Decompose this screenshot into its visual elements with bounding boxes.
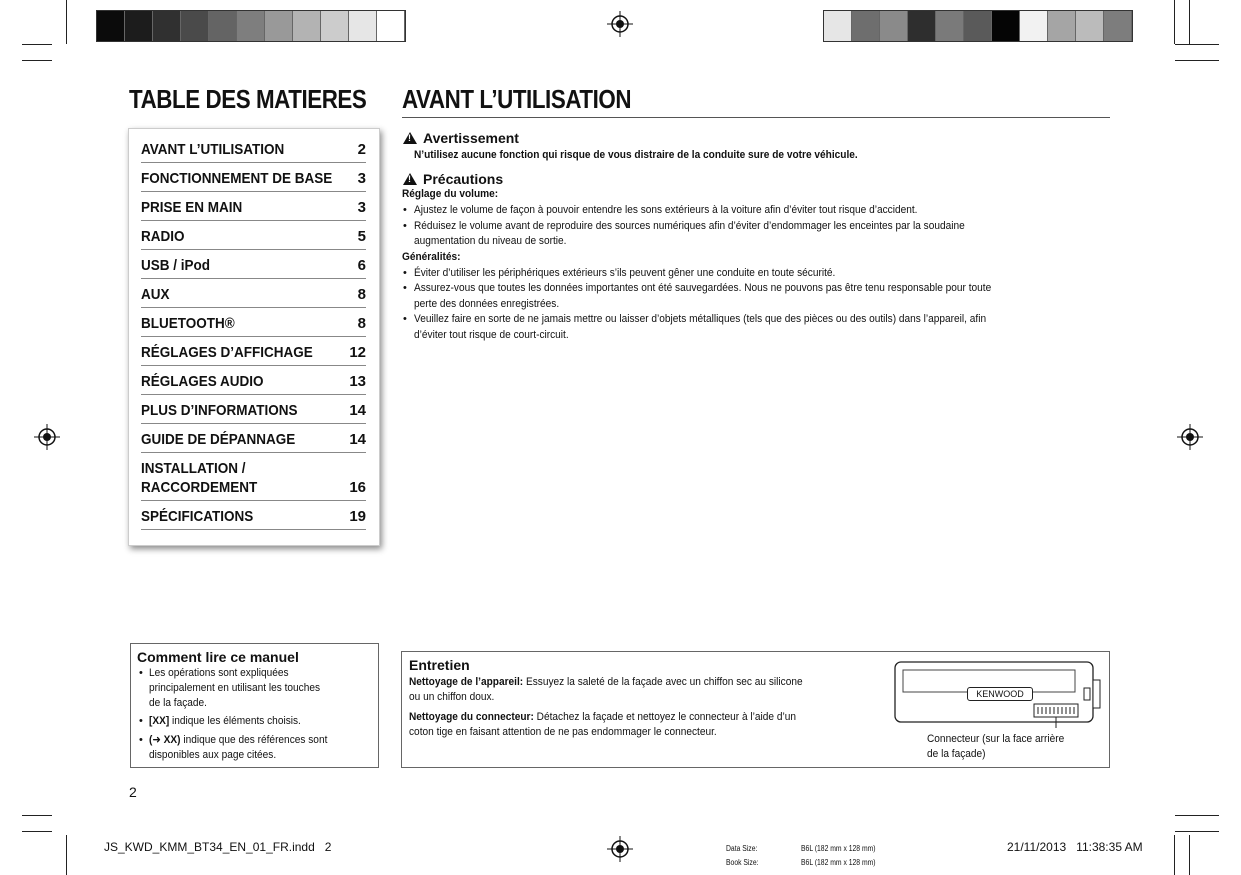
howto-title: Comment lire ce manuel bbox=[137, 649, 299, 665]
toc-item[interactable]: AUX 8 bbox=[141, 278, 366, 308]
general-bullet-cont: perte des données enregistrées. bbox=[414, 298, 560, 310]
book-size-label: Book Size: bbox=[726, 858, 759, 867]
howto-line: disponibles aux page citées. bbox=[149, 749, 277, 761]
crop-mark bbox=[1175, 44, 1219, 45]
toc-item[interactable]: FONCTIONNEMENT DE BASE 3 bbox=[141, 162, 366, 192]
registration-mark-icon bbox=[34, 424, 60, 450]
crop-mark bbox=[1174, 0, 1175, 44]
howto-line: (➜ XX) indique que des références sont bbox=[149, 734, 328, 746]
volume-heading: Réglage du volume: bbox=[402, 188, 499, 200]
crop-mark bbox=[22, 815, 52, 816]
table-of-contents bbox=[128, 128, 380, 546]
warning-heading: !Avertissement bbox=[403, 130, 519, 146]
swatch bbox=[293, 11, 321, 41]
howto-line: Les opérations sont expliquées bbox=[149, 667, 289, 679]
crop-mark bbox=[1189, 835, 1190, 875]
maintenance-p2-cont: coton tige en faisant attention de ne pas endommager le connecteur. bbox=[409, 726, 717, 738]
maintenance-p1-cont: ou un chiffon doux. bbox=[409, 691, 495, 703]
swatch bbox=[964, 11, 992, 41]
swatch bbox=[992, 11, 1020, 41]
crop-mark bbox=[1175, 831, 1219, 832]
precautions-heading: !Précautions bbox=[403, 171, 503, 187]
general-heading: Généralités: bbox=[402, 251, 461, 263]
swatch bbox=[1048, 11, 1076, 41]
toc-item[interactable]: BLUETOOTH® 8 bbox=[141, 307, 366, 337]
toc-item[interactable]: RÉGLAGES AUDIO 13 bbox=[141, 365, 366, 395]
general-bullet: Assurez-vous que toutes les données importantes ont été sauvegardées. Nous ne pouvons pas être tenu responsable pour toute bbox=[414, 282, 992, 294]
howto-line: de la façade. bbox=[149, 697, 207, 709]
bullet: • bbox=[139, 734, 143, 746]
bullet: • bbox=[139, 667, 143, 679]
bullet: • bbox=[139, 715, 143, 727]
file-name: JS_KWD_KMM_BT34_EN_01_FR.indd 2 bbox=[104, 840, 332, 854]
volume-bullet: Réduisez le volume avant de reproduire des sources numériques afin d’éviter d’endommager les enceintes par la soudaine bbox=[414, 220, 965, 232]
crop-mark bbox=[66, 835, 67, 875]
swatch bbox=[237, 11, 265, 41]
swatch bbox=[1076, 11, 1104, 41]
toc-item[interactable]: RADIO 5 bbox=[141, 220, 366, 250]
crop-mark bbox=[1175, 60, 1219, 61]
swatch bbox=[880, 11, 908, 41]
color-bar-left bbox=[96, 10, 406, 42]
general-bullet-cont: d’éviter tout risque de court-circuit. bbox=[414, 329, 569, 341]
bullet: • bbox=[403, 204, 407, 216]
general-bullet: Éviter d’utiliser les périphériques extérieurs s’ils peuvent gêner une conduite en toute sécurité. bbox=[414, 267, 836, 279]
volume-bullet-cont: augmentation du niveau de sortie. bbox=[414, 235, 567, 247]
crop-mark bbox=[66, 0, 67, 44]
crop-mark bbox=[1189, 0, 1190, 44]
toc-item[interactable]: GUIDE DE DÉPANNAGE 14 bbox=[141, 423, 366, 453]
general-bullet: Veuillez faire en sorte de ne jamais mettre ou laisser d’objets métalliques (tels que des pièces ou des outils) dans l’appareil, afin bbox=[414, 313, 987, 325]
crop-mark bbox=[22, 60, 52, 61]
swatch bbox=[824, 11, 852, 41]
connector-caption: de la façade) bbox=[927, 748, 986, 760]
data-size-label: Data Size: bbox=[726, 844, 758, 853]
swatch bbox=[153, 11, 181, 41]
color-bar-right bbox=[823, 10, 1133, 42]
swatch bbox=[377, 11, 405, 41]
toc-item[interactable]: INSTALLATION / RACCORDEMENT 16 bbox=[141, 452, 366, 501]
swatch bbox=[321, 11, 349, 41]
page-title: AVANT L’UTILISATION bbox=[402, 84, 632, 114]
registration-mark-icon bbox=[1177, 424, 1203, 450]
bullet: • bbox=[403, 282, 407, 294]
toc-item[interactable]: PLUS D’INFORMATIONS 14 bbox=[141, 394, 366, 424]
crop-mark bbox=[1175, 815, 1219, 816]
swatch bbox=[908, 11, 936, 41]
toc-item[interactable]: USB / iPod 6 bbox=[141, 249, 366, 279]
registration-mark-icon bbox=[607, 836, 633, 862]
howto-line: [XX] indique les éléments choisis. bbox=[149, 715, 301, 727]
swatch bbox=[852, 11, 880, 41]
maintenance-p1: Nettoyage de l’appareil: Essuyez la saleté de la façade avec un chiffon sec au silicone bbox=[409, 676, 803, 688]
toc-item[interactable]: AVANT L’UTILISATION 2 bbox=[141, 133, 366, 163]
timestamp: 21/11/2013 11:38:35 AM bbox=[1007, 840, 1143, 854]
toc-title: TABLE DES MATIERES bbox=[129, 84, 367, 114]
data-size-value: B6L (182 mm x 128 mm) bbox=[801, 844, 876, 853]
registration-mark-icon bbox=[607, 11, 633, 37]
howto-line: principalement en utilisant les touches bbox=[149, 682, 321, 694]
swatch bbox=[209, 11, 237, 41]
swatch bbox=[936, 11, 964, 41]
bullet: • bbox=[403, 220, 407, 232]
maintenance-title: Entretien bbox=[409, 657, 470, 673]
bullet: • bbox=[403, 267, 407, 279]
toc-item[interactable]: SPÉCIFICATIONS 19 bbox=[141, 500, 366, 530]
swatch bbox=[181, 11, 209, 41]
swatch bbox=[1104, 11, 1132, 41]
brand-label: KENWOOD bbox=[967, 687, 1033, 701]
crop-mark bbox=[22, 44, 52, 45]
howto-box bbox=[130, 643, 379, 768]
warning-text: N’utilisez aucune fonction qui risque de vous distraire de la conduite sure de votre véhicule. bbox=[414, 149, 858, 161]
swatch bbox=[1020, 11, 1048, 41]
connector-caption: Connecteur (sur la face arrière bbox=[927, 733, 1065, 745]
book-size-value: B6L (182 mm x 128 mm) bbox=[801, 858, 876, 867]
toc-item[interactable]: PRISE EN MAIN 3 bbox=[141, 191, 366, 221]
swatch bbox=[97, 11, 125, 41]
warning-icon bbox=[403, 132, 417, 144]
warning-icon bbox=[403, 173, 417, 185]
crop-mark bbox=[1174, 835, 1175, 875]
title-divider bbox=[402, 117, 1110, 118]
swatch bbox=[349, 11, 377, 41]
maintenance-box bbox=[401, 651, 1110, 768]
swatch bbox=[125, 11, 153, 41]
bullet: • bbox=[403, 313, 407, 325]
maintenance-p2: Nettoyage du connecteur: Détachez la façade et nettoyez le connecteur à l’aide d’un bbox=[409, 711, 797, 723]
page-number: 2 bbox=[129, 784, 137, 800]
crop-mark bbox=[22, 831, 52, 832]
volume-bullet: Ajustez le volume de façon à pouvoir entendre les sons extérieurs à la voiture afin d’éviter tout risque d’accident. bbox=[414, 204, 918, 216]
swatch bbox=[265, 11, 293, 41]
toc-item[interactable]: RÉGLAGES D’AFFICHAGE 12 bbox=[141, 336, 366, 366]
